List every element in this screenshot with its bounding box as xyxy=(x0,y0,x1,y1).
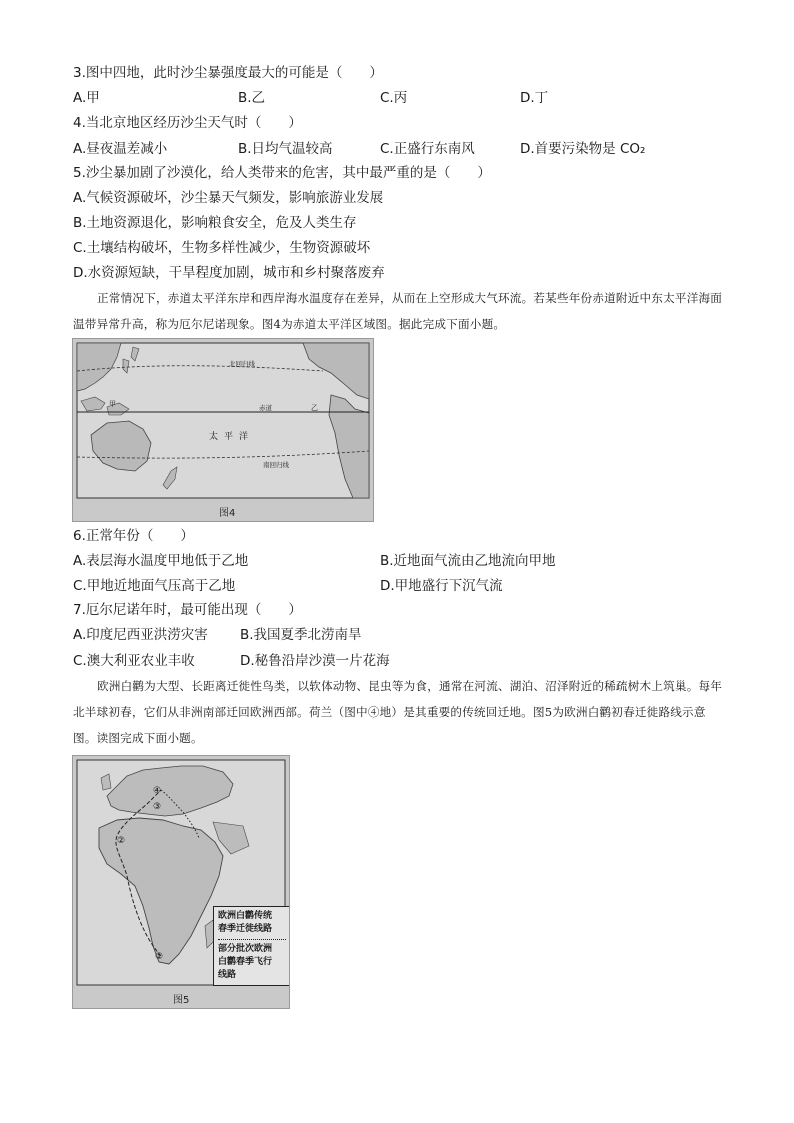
legend-dotted-separator xyxy=(218,939,286,940)
legend-partial-line3: 线路 xyxy=(218,970,237,980)
q5-option-b: B.土地资源退化，影响粮食安全，危及人类生存 xyxy=(73,215,357,231)
q7-option-b: B.我国夏季北涝南旱 xyxy=(240,627,362,643)
intro-paragraph-stork xyxy=(73,673,723,751)
label-pacific-ocean: 太平洋 xyxy=(209,432,255,442)
intro-paragraph-stork-text: 欧洲白鹳为大型、长距离迁徙性鸟类，以软体动物、昆虫等为食，通常在河流、湖泊、沼泽附近的稀疏树木上筑巢。每年北半球初春，它们从非洲南部迁回欧洲西部。荷兰（图中④地）是其重要的传统回迁地。图5为欧洲白鹳初春迁徙路线示意图。读图完成下面小题。 xyxy=(73,679,723,745)
q4-option-a: A.昼夜温差减小 xyxy=(73,141,168,157)
legend-partial-line2: 白鹳春季飞行 xyxy=(218,957,273,967)
point-3-marker: ③ xyxy=(153,802,162,812)
q5-stem: 5.沙尘暴加剧了沙漠化，给人类带来的危害，其中最严重的是（ ） xyxy=(73,165,491,181)
q3-option-c: C.丙 xyxy=(380,90,408,106)
label-equator: 赤道 xyxy=(259,404,272,412)
q4-option-d: D.首要污染物是 CO₂ xyxy=(520,141,646,157)
legend-traditional-line1: 欧洲白鹳传统 xyxy=(218,911,273,921)
q7-option-c: C.澳大利亚农业丰收 xyxy=(73,653,195,669)
intro-paragraph-elnino-text: 正常情况下，赤道太平洋东岸和西岸海水温度存在差异，从而在上空形成大气环流。若某些年份赤道附近中东太平洋海面温带异常升高，称为厄尔尼诺现象。图4为赤道太平洋区域图。据此完成下面小题。 xyxy=(73,291,723,331)
q7-stem: 7.厄尔尼诺年时，最可能出现（ ） xyxy=(73,602,302,618)
figure-5-stork-migration-map xyxy=(72,755,290,1009)
label-jia: 甲 xyxy=(109,400,116,408)
q6-option-a: A.表层海水温度甲地低于乙地 xyxy=(73,553,249,569)
intro-paragraph-elnino xyxy=(73,285,723,337)
q3-stem: 3.图中四地，此时沙尘暴强度最大的可能是（ ） xyxy=(73,65,383,81)
q5-option-c: C.土壤结构破坏，生物多样性减少，生物资源破坏 xyxy=(73,240,371,256)
map5-legend xyxy=(213,906,290,986)
q7-option-d: D.秘鲁沿岸沙漠一片花海 xyxy=(240,653,390,669)
q6-option-b: B.近地面气流由乙地流向甲地 xyxy=(380,553,556,569)
point-2-marker: ② xyxy=(117,836,126,846)
point-1-marker: ① xyxy=(155,952,164,962)
label-tropic-south: 南回归线 xyxy=(263,461,289,469)
q6-option-d: D.甲地盛行下沉气流 xyxy=(380,578,503,594)
q3-option-d: D.丁 xyxy=(520,90,549,106)
q4-stem: 4.当北京地区经历沙尘天气时（ ） xyxy=(73,115,302,131)
q3-option-a: A.甲 xyxy=(73,90,100,106)
q4-option-b: B.日均气温较高 xyxy=(238,141,333,157)
figure-4-caption: 图4 xyxy=(219,508,236,519)
legend-traditional-line2: 春季迁徙线路 xyxy=(218,924,273,934)
q4-option-c: C.正盛行东南风 xyxy=(380,141,475,157)
label-tropic-north: 北回归线 xyxy=(229,360,255,368)
q7-option-a: A.印度尼西亚洪涝灾害 xyxy=(73,627,208,643)
q5-option-d: D.水资源短缺，干旱程度加剧，城市和乡村聚落废弃 xyxy=(73,265,385,281)
figure-5-caption: 图5 xyxy=(173,995,190,1006)
figure-4-pacific-map xyxy=(72,338,374,522)
q5-option-a: A.气候资源破坏，沙尘暴天气频发，影响旅游业发展 xyxy=(73,190,384,206)
q6-option-c: C.甲地近地面气压高于乙地 xyxy=(73,578,236,594)
q6-stem: 6.正常年份（ ） xyxy=(73,528,194,544)
q3-option-b: B.乙 xyxy=(238,90,266,106)
legend-partial-line1: 部分批次欧洲 xyxy=(218,944,273,954)
point-4-marker: ④ xyxy=(153,786,162,796)
label-yi: 乙 xyxy=(311,404,318,412)
